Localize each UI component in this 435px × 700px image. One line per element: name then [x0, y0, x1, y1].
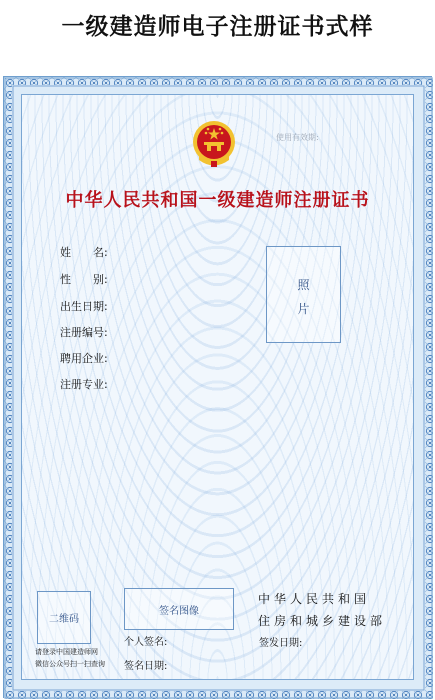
issue-date-label: 签发日期: — [259, 638, 303, 649]
national-emblem-icon — [191, 118, 237, 170]
signature-date-label: 签名日期: — [124, 661, 168, 672]
employer-label: 聘用企业: — [60, 352, 108, 365]
qr-note-line-1: 请登录中国建造师网 — [35, 648, 98, 656]
signature-image-label: 签名图像 — [159, 605, 199, 617]
photo-box — [266, 246, 341, 343]
gender-label: 性 别: — [60, 273, 108, 286]
signature-image-box — [124, 588, 234, 630]
issuer-line-1: 中华人民共和国 — [258, 592, 371, 606]
birth-date-label: 出生日期: — [60, 300, 108, 313]
photo-label-2: 片 — [297, 302, 310, 316]
qr-code-box — [37, 591, 91, 644]
registered-specialty-label: 注册专业: — [60, 378, 108, 391]
personal-signature-label: 个人签名: — [124, 637, 168, 648]
page-title: 一级建造师电子注册证书式样 — [61, 14, 374, 40]
validity-label: 使用有效期: — [276, 133, 319, 142]
photo-label-1: 照 — [297, 278, 310, 292]
issuer-line-2: 住房和城乡建设部 — [258, 614, 387, 628]
qr-code-label: 二维码 — [49, 614, 79, 625]
qr-note-line-2: 微信公众号扫一扫查询 — [35, 660, 105, 668]
registration-number-label: 注册编号: — [60, 326, 108, 339]
certificate-title: 中华人民共和国一级建造师注册证书 — [65, 190, 370, 211]
name-label: 姓 名: — [60, 246, 108, 259]
